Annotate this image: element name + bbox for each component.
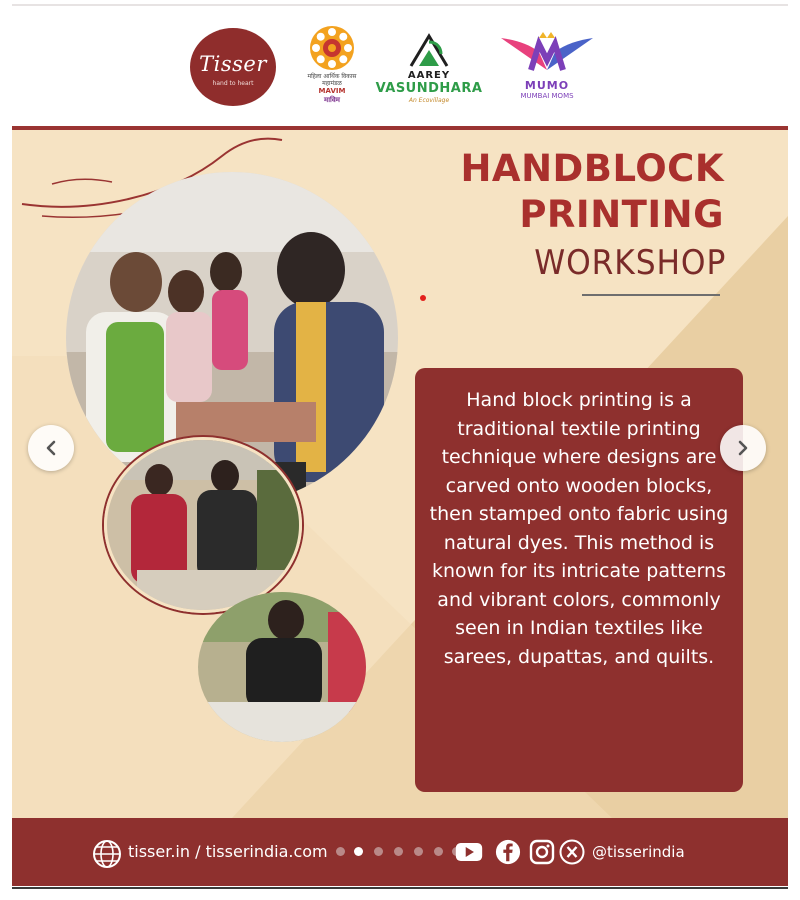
tisser-logo-name: Tisser: [199, 52, 267, 76]
aarey-line1: AAREY: [407, 70, 451, 81]
chevron-left-icon: [41, 438, 61, 458]
carousel-dot-active[interactable]: [354, 847, 363, 856]
bottom-divider: [12, 887, 788, 889]
mavim-abbr: MAVIM: [318, 87, 346, 95]
mumo-subtitle: MUMBAI MOMS: [520, 92, 574, 100]
workshop-poster: [12, 126, 788, 818]
aarey-line2: VASUNDHARA: [375, 81, 483, 96]
carousel-dot[interactable]: [374, 847, 383, 856]
chevron-right-icon: [733, 438, 753, 458]
red-dot-marker: [420, 295, 426, 301]
website-text: tisser.in / tisserindia.com: [128, 842, 328, 861]
carousel-dot[interactable]: [336, 847, 345, 856]
carousel-dot[interactable]: [394, 847, 403, 856]
aarey-mountain-icon: [407, 32, 451, 70]
description-text: Hand block printing is a traditional textile printing technique where designs are carved onto wooden blocks, then stamped onto fabric using natural dyes. This method is known for its intricate patterns and vibrant colors, commonly seen in Indian textiles like sarees, dupattas, and quilts.: [429, 389, 729, 668]
carousel-dot[interactable]: [414, 847, 423, 856]
poster-footer: [12, 818, 788, 886]
description-box: [415, 368, 743, 792]
mumo-name: MUMO: [524, 79, 570, 92]
partner-logos-bar: [12, 8, 788, 126]
mavim-emblem-icon: [308, 24, 356, 72]
poster-title-line1: HANDBLOCK: [460, 147, 724, 190]
workshop-photo-middle: [104, 437, 302, 613]
tisser-logo-tagline: hand to heart: [212, 80, 254, 87]
carousel-prev-button[interactable]: [28, 425, 74, 471]
mumo-wings-icon: [495, 30, 599, 80]
youtube-icon: [455, 839, 483, 865]
mavim-logo: [302, 24, 362, 116]
mumo-logo: [492, 30, 602, 114]
poster-title-line2: PRINTING: [519, 193, 724, 236]
aarey-vasundhara-logo: [374, 32, 484, 112]
tisser-logo: [190, 28, 276, 106]
instagram-icon: [528, 839, 556, 865]
mavim-marathi-name: माविम: [324, 96, 340, 104]
mavim-hindi-text: महिला आर्थिक विकास महामंडळ: [307, 73, 357, 87]
poster-title-line3: WORKSHOP: [534, 243, 727, 283]
title-underline: [582, 294, 720, 296]
carousel-dot[interactable]: [434, 847, 443, 856]
workshop-photo-bottom: [198, 592, 366, 742]
social-handle: @tisserindia: [592, 843, 685, 861]
facebook-icon: [494, 839, 522, 865]
carousel-next-button[interactable]: [720, 425, 766, 471]
aarey-tagline: An Ecovillage: [408, 97, 450, 104]
top-divider: [12, 4, 788, 6]
x-icon: [558, 839, 586, 865]
carousel-dots: [336, 847, 466, 859]
globe-icon: [92, 839, 122, 869]
